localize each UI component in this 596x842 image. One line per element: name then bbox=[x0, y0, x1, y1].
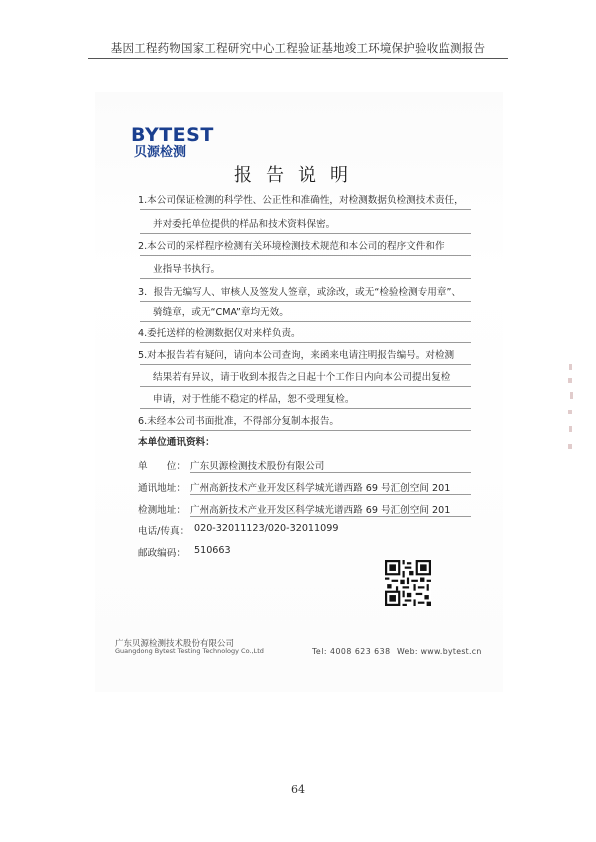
statement-line: 申请，对于性能不稳定的样品，恕不受理复检。 bbox=[153, 394, 355, 405]
contact-label-postcode: 邮政编码： bbox=[138, 548, 186, 559]
underline-rule bbox=[140, 342, 471, 343]
footer-website: Web: www.bytest.cn bbox=[397, 647, 482, 656]
statement-line: 业指导书执行。 bbox=[153, 264, 221, 275]
statement-line: 4.委托送样的检测数据仅对来样负责。 bbox=[138, 328, 301, 339]
underline-rule bbox=[140, 233, 471, 234]
qr-code-icon bbox=[385, 560, 431, 606]
underline-rule bbox=[140, 301, 471, 302]
underline-rule bbox=[140, 255, 471, 256]
company-logo bbox=[131, 124, 214, 166]
statement-line: 6.未经本公司书面批准，不得部分复制本报告。 bbox=[138, 416, 340, 427]
underline-rule bbox=[140, 430, 471, 431]
underline-rule bbox=[140, 321, 471, 322]
seam-stamp-mark bbox=[564, 360, 578, 460]
contact-value-phone: 020-32011123/020-32011099 bbox=[194, 523, 339, 534]
contact-label-phone: 电话/传真： bbox=[138, 526, 190, 537]
contact-label-test-address: 检测地址： bbox=[138, 505, 186, 516]
statement-line: 结果若有异议，请于收到本报告之日起十个工作日内向本公司提出复检 bbox=[153, 372, 451, 383]
contact-value-postcode: 510663 bbox=[194, 545, 231, 556]
statement-line: 2.本公司的采样程序检测有关环境检测技术规范和本公司的程序文件和作 bbox=[138, 241, 445, 252]
footer-company-english: Guangdong Bytest Testing Technology Co.,Ltd bbox=[115, 647, 264, 655]
underline-rule bbox=[140, 278, 471, 279]
statement-line: 骑缝章，或无“CMA”章均无效。 bbox=[153, 307, 289, 318]
contact-label-unit: 单 位： bbox=[138, 461, 186, 472]
underline-rule bbox=[140, 386, 471, 387]
footer-company-name: 广东贝源检测技术股份有限公司 bbox=[115, 639, 235, 649]
contact-heading: 本单位通讯资料： bbox=[138, 437, 215, 448]
underline-rule bbox=[190, 472, 471, 473]
contact-value-address: 广州高新技术产业开发区科学城光谱西路 69 号汇创空间 201 bbox=[190, 483, 451, 494]
underline-rule bbox=[140, 209, 471, 210]
statement-line: 1.本公司保证检测的科学性、公正性和准确性，对检测数据负检测技术责任， bbox=[138, 195, 464, 206]
logo-wordmark: BYTEST bbox=[131, 124, 214, 146]
underline-rule bbox=[140, 408, 471, 409]
statement-line: 5.对本报告若有疑问，请向本公司查询，来函来电请注明报告编号。对检测 bbox=[138, 350, 455, 361]
underline-rule bbox=[190, 516, 471, 517]
header-divider bbox=[88, 58, 508, 59]
underline-rule bbox=[140, 364, 471, 365]
report-title: 报告说明 bbox=[234, 165, 362, 186]
statement-line: 3．报告无编写人、审核人及签发人签章，或涂改，或无“检验检测专用章”、 bbox=[138, 287, 462, 298]
contact-label-address: 通讯地址： bbox=[138, 483, 186, 494]
statement-line: 并对委托单位提供的样品和技术资料保密。 bbox=[153, 219, 336, 230]
contact-value-unit: 广东贝源检测技术股份有限公司 bbox=[190, 461, 325, 472]
underline-rule bbox=[190, 494, 471, 495]
page-number: 64 bbox=[291, 783, 305, 796]
logo-subtitle: 贝源检测 bbox=[134, 145, 187, 160]
contact-value-test-address: 广州高新技术产业开发区科学城光谱西路 69 号汇创空间 201 bbox=[190, 505, 451, 516]
report-running-header: 基因工程药物国家工程研究中心工程验证基地竣工环境保护验收监测报告 bbox=[110, 41, 486, 55]
footer-telephone: Tel: 4008 623 638 bbox=[312, 647, 391, 656]
